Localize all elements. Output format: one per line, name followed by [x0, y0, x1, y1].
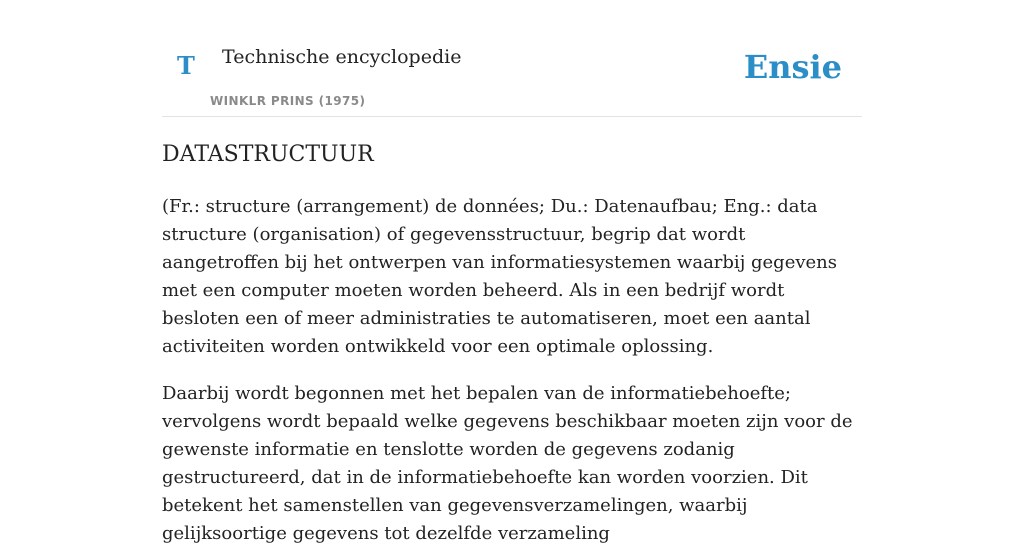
ensie-logo-link[interactable]: Ensie [743, 48, 842, 86]
page-header [162, 0, 862, 117]
encyclopedia-logo-icon[interactable]: T [177, 51, 195, 80]
article-paragraph: (Fr.: structure (arrangement) de données; Du.: Datenaufbau; Eng.: data structure (organisation) of gegevensstructuur, begrip dat wordt aangetroffen bij het ontwerpen van informatiesystemen waarbij gegevens met een computer moeten worden beheerd. Als in een bedrijf wordt besloten een of meer administraties te automatiseren, moet een aantal activiteiten worden ontwikkeld voor een optimale oplossing. [162, 196, 837, 357]
encyclopedia-title-link[interactable]: Technische encyclopedie [222, 46, 462, 68]
source-label: WINKLR PRINS (1975) [210, 94, 366, 108]
article-paragraph: Daarbij wordt begonnen met het bepalen van de informatiebehoefte; vervolgens wordt bepaald welke gegevens beschikbaar moeten zijn voor de gewenste informatie en tenslotte worden de gegevens zodanig gestructureerd, dat in de informatiebehoefte kan worden voorzien. Dit betekent het samenstellen van gegevensverzamelingen, waarbij gelijksoortige gegevens tot dezelfde verzameling [162, 383, 853, 544]
article-content [162, 140, 862, 548]
article-headword: DATASTRUCTUUR [162, 142, 374, 167]
